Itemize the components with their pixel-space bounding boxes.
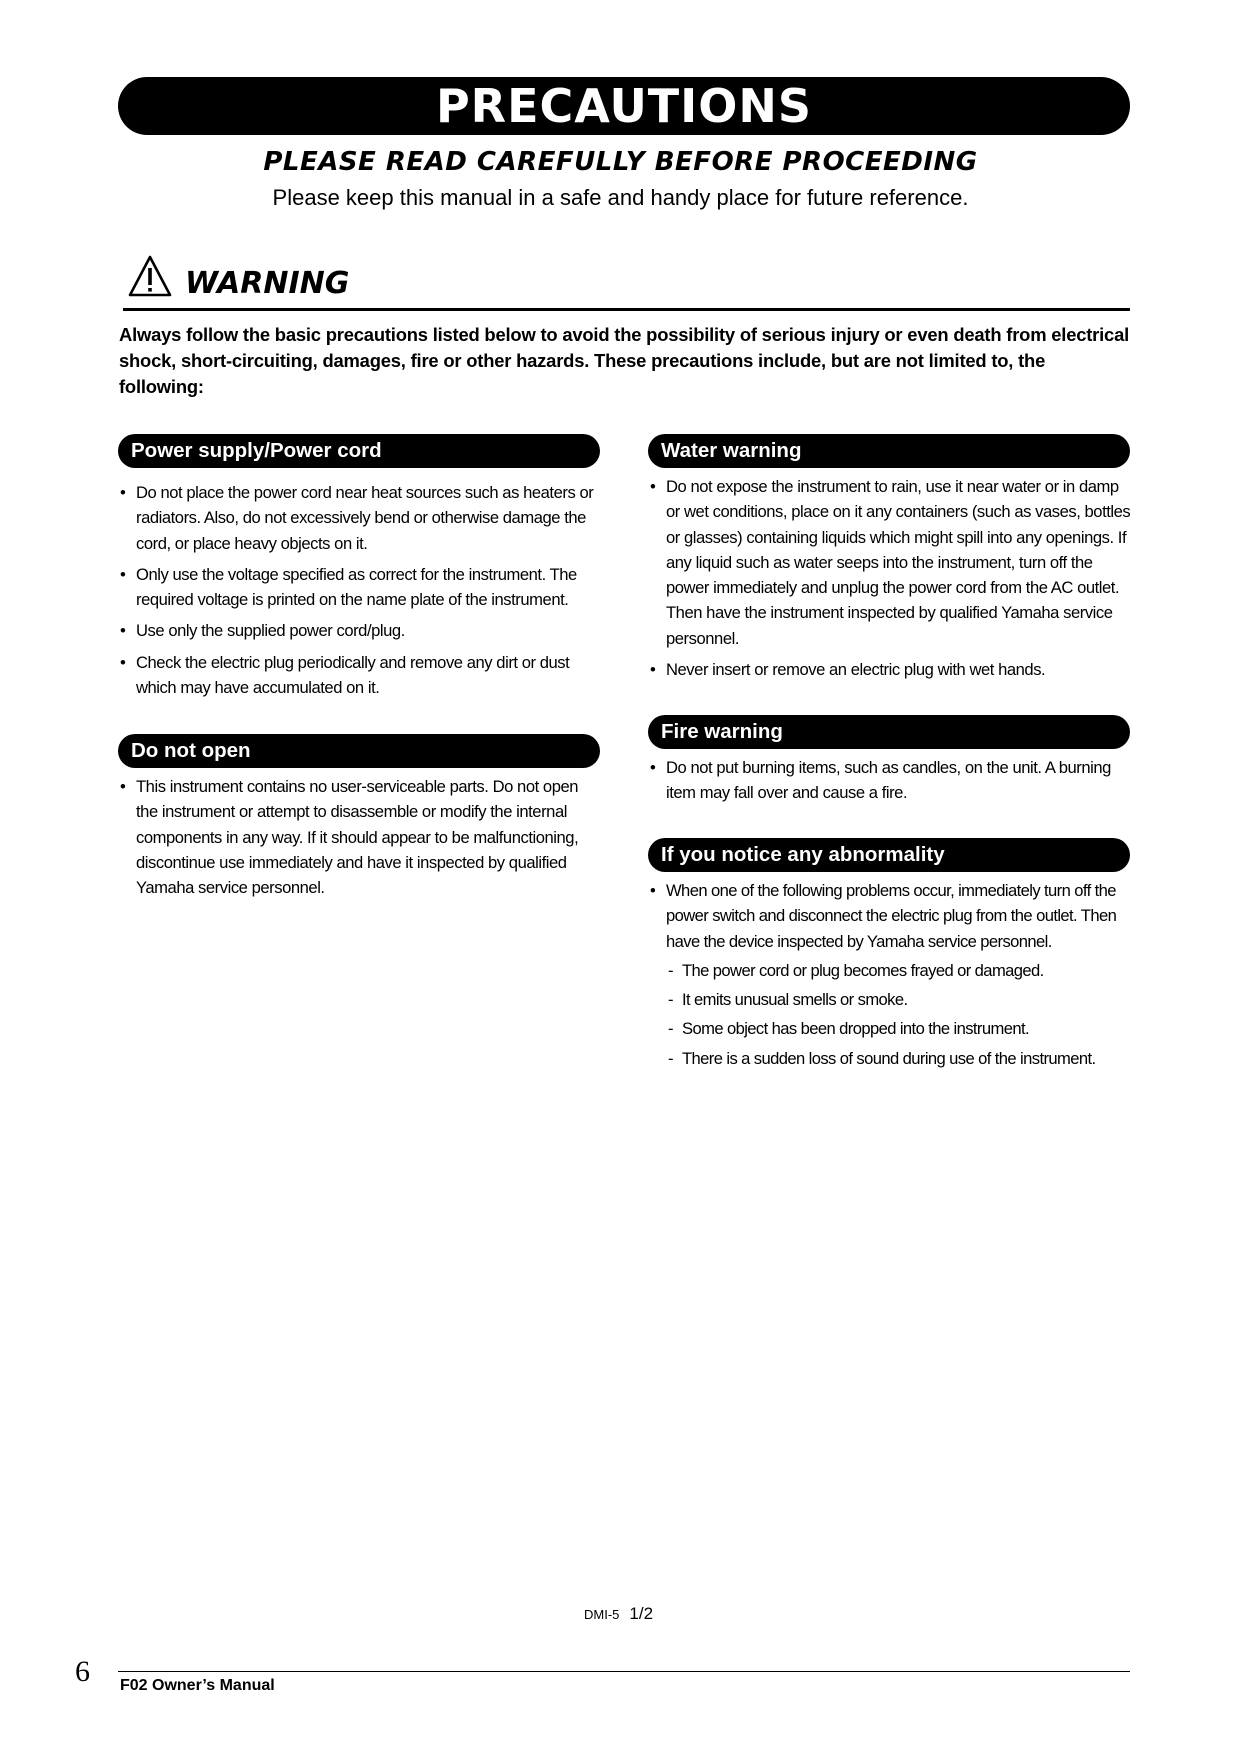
list-item-text: When one of the following problems occur, immediately turn off the power switch and disconnect the electric plug from the outlet. Then have the device inspected by Yamaha service personnel. bbox=[666, 881, 1117, 951]
sub-list-item: - There is a sudden loss of sound during use of the instrument. bbox=[666, 1046, 1132, 1071]
open-list bbox=[118, 774, 602, 906]
abnormality-list bbox=[648, 878, 1132, 1077]
page-subtitle: PLEASE READ CAREFULLY BEFORE PROCEEDING bbox=[263, 147, 978, 177]
section-heading: Fire warning bbox=[648, 715, 1130, 749]
list-item: • Only use the voltage specified as correct for the instrument. The required voltage is printed on the name plate of the instrument. bbox=[118, 562, 602, 613]
footer-divider bbox=[118, 1671, 1130, 1672]
fire-list bbox=[648, 755, 1132, 812]
warning-title: WARNING bbox=[185, 266, 350, 301]
list-item: • Do not put burning items, such as candles, on the unit. A burning item may fall over and cause a fire. bbox=[648, 755, 1132, 806]
document-part: 1/2 bbox=[629, 1604, 654, 1623]
section-heading: Do not open bbox=[118, 734, 600, 768]
abnormality-sublist bbox=[666, 958, 1132, 1071]
section-heading: Water warning bbox=[648, 434, 1130, 468]
warning-heading bbox=[123, 252, 1130, 311]
sub-list-item: - Some object has been dropped into the instrument. bbox=[666, 1016, 1132, 1041]
sub-list-item: - The power cord or plug becomes frayed or damaged. bbox=[666, 958, 1132, 983]
list-item: • Never insert or remove an electric plug with wet hands. bbox=[648, 657, 1132, 682]
list-item: • Do not place the power cord near heat sources such as heaters or radiators. Also, do not excessively bend or otherwise damage the cord, or place heavy objects on it. bbox=[118, 480, 602, 556]
list-item: • Use only the supplied power cord/plug. bbox=[118, 618, 602, 643]
section-heading: Power supply/Power cord bbox=[118, 434, 600, 468]
document-code-label: DMI-5 bbox=[584, 1607, 620, 1622]
list-item: • Do not expose the instrument to rain, use it near water or in damp or wet conditions, place on it any containers (such as vases, bottles or glasses) containing liquids which might spill into any openings. If any liquid such as water seeps into the instrument, turn off the power immediately and unplug the power cord from the AC outlet. Then have the instrument inspected by qualified Yamaha service personnel. bbox=[648, 474, 1132, 651]
warning-intro: Always follow the basic precautions listed below to avoid the possibility of serious injury or even death from electrical shock, short-circuiting, damages, fire or other hazards. These precautions include, but are not limited to, the following: bbox=[119, 324, 1130, 397]
section-heading: If you notice any abnormality bbox=[648, 838, 1130, 872]
list-item: • Check the electric plug periodically and remove any dirt or dust which may have accumulated on it. bbox=[118, 650, 602, 701]
list-item bbox=[648, 878, 1132, 1071]
water-list bbox=[648, 474, 1132, 688]
page-number: 6 bbox=[75, 1655, 90, 1688]
warning-triangle-icon bbox=[127, 254, 173, 298]
manual-name: F02 Owner’s Manual bbox=[120, 1677, 275, 1694]
list-item: • This instrument contains no user-serviceable parts. Do not open the instrument or attempt to disassemble or modify the internal components in any way. If it should appear to be malfunctioning, discontinue use immediately and have it inspected by qualified Yamaha service personnel. bbox=[118, 774, 602, 900]
page-title: PRECAUTIONS bbox=[118, 77, 1130, 135]
power-list bbox=[118, 480, 602, 706]
document-code bbox=[584, 1604, 653, 1625]
keep-manual-note: Please keep this manual in a safe and handy place for future reference. bbox=[272, 185, 969, 210]
sub-list-item: - It emits unusual smells or smoke. bbox=[666, 987, 1132, 1012]
